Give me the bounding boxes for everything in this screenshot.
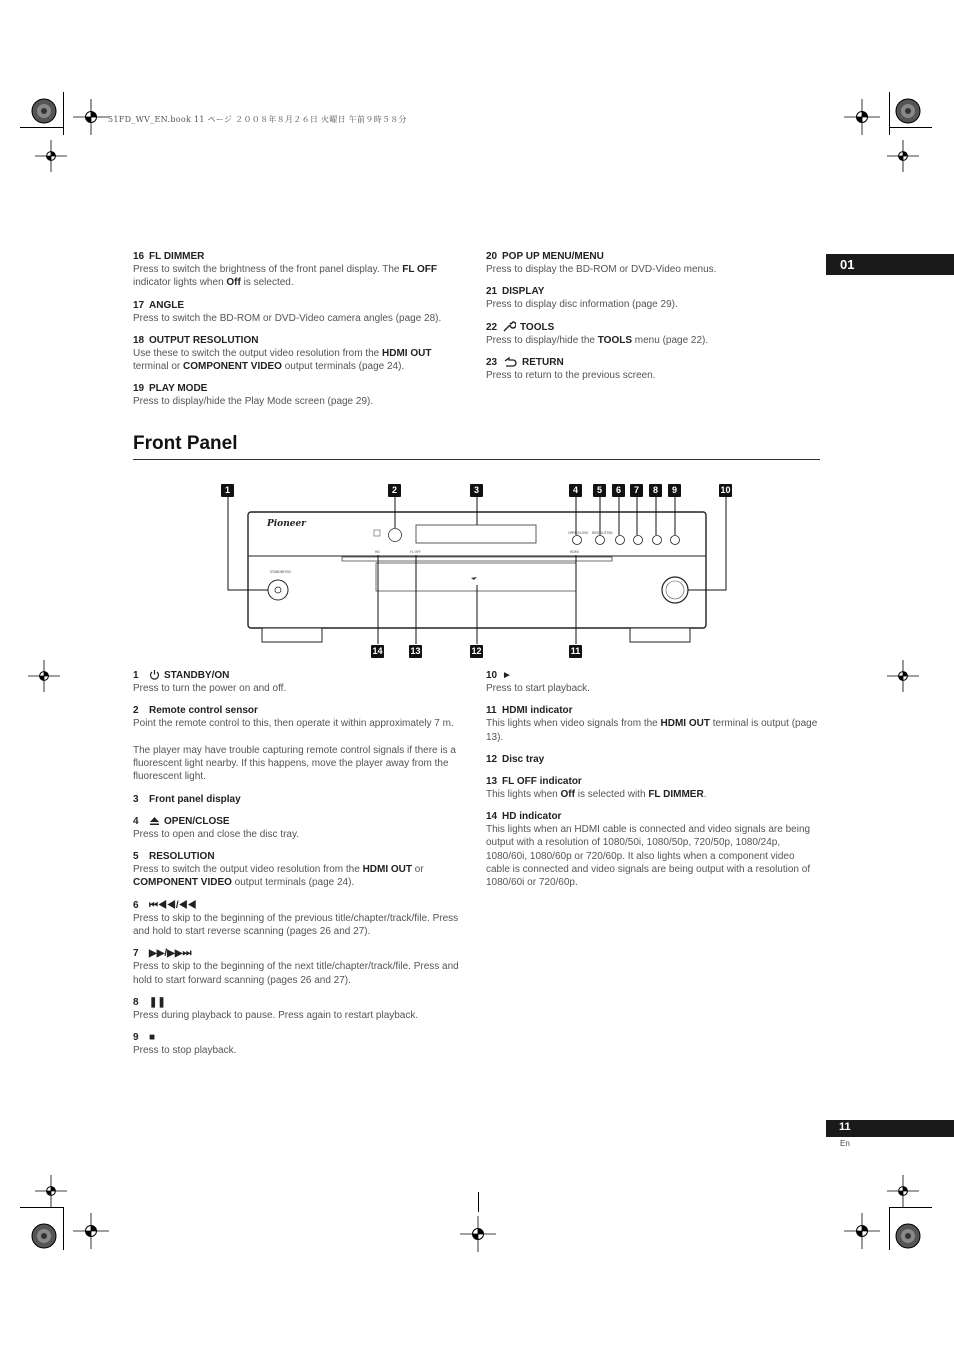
list-item	[486, 775, 821, 801]
item-description: Press to display the BD-ROM or DVD-Video menus.	[486, 264, 717, 275]
running-header: 51FD_WV_EN.book 11 ページ ２００８年８月２６日 火曜日 午前９時５８分	[108, 115, 407, 124]
callout-4: 4	[569, 484, 582, 497]
crop-mark	[63, 1207, 64, 1250]
registration-target-icon	[33, 1173, 69, 1209]
svg-text:STANDBY/ON: STANDBY/ON	[270, 570, 291, 574]
item-title: RESOLUTION	[149, 851, 215, 863]
item-title: PLAY MODE	[149, 383, 208, 395]
list-item	[133, 815, 468, 841]
item-heading	[133, 250, 468, 263]
item-heading	[486, 321, 821, 334]
registration-target-icon	[842, 97, 882, 137]
item-heading	[133, 669, 468, 682]
chapter-number: 01	[840, 257, 855, 272]
item-description: Use these to switch the output video resolution from the HDMI OUT terminal or COMPONENT VIDEO output terminals (page 24).	[133, 347, 432, 373]
item-description: Press during playback to pause. Press again to restart playback.	[133, 1009, 419, 1021]
registration-target-icon	[33, 138, 69, 174]
item-title: FL OFF indicator	[502, 775, 582, 787]
registration-target-icon	[26, 658, 62, 694]
brand-logo	[266, 519, 307, 529]
list-item	[133, 334, 468, 374]
item-title: FL DIMMER	[149, 251, 205, 262]
page-language: En	[840, 1139, 850, 1148]
color-disc-mark-icon	[895, 98, 921, 124]
item-heading	[133, 815, 468, 828]
list-item	[133, 850, 468, 890]
item-number: 20	[486, 251, 498, 262]
list-item	[133, 1031, 468, 1057]
item-heading	[486, 704, 821, 717]
item-description: This lights when Off is selected with FL DIMMER.	[486, 788, 707, 800]
item-heading	[133, 793, 468, 806]
power-icon	[149, 670, 160, 681]
item-number: 6	[133, 899, 139, 911]
list-item	[133, 669, 468, 695]
registration-target-icon	[71, 1211, 111, 1251]
page-number: 11	[839, 1121, 851, 1133]
item-description: Press to display/hide the TOOLS menu (page 22).	[486, 334, 709, 346]
crop-mark	[889, 1207, 890, 1250]
item-title: Remote control sensor	[149, 705, 258, 717]
item-title: ⏮◀◀/◀◀	[149, 899, 197, 911]
item-heading	[486, 810, 821, 823]
callout-5: 5	[593, 484, 606, 497]
list-item	[133, 382, 468, 408]
item-number: 4	[133, 815, 139, 827]
callout-1: 1	[221, 484, 234, 497]
item-heading	[133, 382, 468, 395]
item-number: 13	[486, 775, 498, 787]
eject-icon	[149, 816, 160, 827]
list-item	[486, 704, 821, 744]
crop-mark	[889, 127, 932, 128]
list-item	[133, 996, 468, 1022]
svg-text:OPEN/CLOSE: OPEN/CLOSE	[568, 531, 589, 535]
list-item	[486, 285, 821, 311]
remote-items-right	[486, 250, 821, 391]
item-number: 23	[486, 356, 498, 368]
item-description: Press to display/hide the Play Mode screen (page 29).	[133, 396, 374, 408]
crop-mark	[478, 1192, 479, 1212]
item-number: 16	[133, 251, 145, 262]
item-number: 10	[486, 670, 498, 681]
item-description: Press to return to the previous screen.	[486, 369, 656, 381]
callout-7: 7	[630, 484, 643, 497]
callout-13: 13	[410, 646, 421, 656]
item-description: This lights when video signals from the HDMI OUT terminal is output (page 13).	[486, 718, 818, 743]
item-title: OUTPUT RESOLUTION	[149, 334, 259, 346]
registration-target-icon	[458, 1214, 498, 1254]
registration-target-icon	[842, 1211, 882, 1251]
item-heading	[486, 250, 821, 263]
list-item	[133, 250, 468, 290]
item-number: 19	[133, 383, 145, 395]
section-rule	[133, 459, 820, 460]
list-item	[486, 356, 821, 382]
callout-9: 9	[668, 484, 681, 497]
item-title: RETURN	[522, 356, 564, 368]
list-item	[133, 947, 468, 987]
callout-11: 11	[570, 646, 581, 656]
callout-10: 10	[720, 485, 731, 495]
item-description: Press to switch the output video resolution from the HDMI OUT or COMPONENT VIDEO output terminals (page 24).	[133, 864, 424, 889]
item-description: Press to turn the power on and off.	[133, 683, 287, 694]
item-description: Press to skip to the beginning of the next title/chapter/track/file. Press and hold to start forward scanning (pages 26 and 27).	[133, 961, 459, 986]
item-number: 22	[486, 321, 498, 333]
item-heading	[133, 996, 468, 1009]
item-title: POP UP MENU/MENU	[502, 251, 604, 262]
item-title: TOOLS	[520, 321, 555, 333]
crop-mark	[20, 1207, 63, 1208]
item-description: Point the remote control to this, then operate it within approximately 7 m. The player may have trouble capturing remote control signals if there is a fluorescent light nearby. If this happens, move the player away from the fluorescent light.	[133, 718, 456, 783]
registration-target-icon	[71, 97, 111, 137]
item-description: Press to skip to the beginning of the previous title/chapter/track/file. Press and hold to start reverse scanning (pages 26 and 27).	[133, 912, 459, 937]
item-title: ▶▶/▶▶⏭	[149, 948, 192, 960]
callout-6: 6	[612, 484, 625, 497]
crop-mark	[63, 92, 64, 135]
crop-mark	[889, 1207, 932, 1208]
item-heading	[133, 947, 468, 960]
page-tab	[826, 1120, 954, 1137]
item-heading	[133, 299, 468, 312]
item-heading	[133, 704, 468, 717]
item-number: 14	[486, 811, 498, 823]
callout-2: 2	[388, 484, 401, 497]
item-heading	[133, 334, 468, 347]
panel-items-left	[133, 669, 468, 1066]
list-item	[133, 704, 468, 783]
item-description: Press to stop playback.	[133, 1045, 237, 1057]
item-number: 1	[133, 670, 139, 681]
callout-12: 12	[471, 646, 482, 656]
front-panel-diagram	[220, 480, 740, 660]
crop-mark	[889, 92, 890, 135]
svg-text:HDMI: HDMI	[570, 550, 579, 554]
item-heading	[133, 1031, 468, 1044]
item-number: 5	[133, 851, 139, 863]
list-item	[486, 753, 821, 766]
item-title: Disc tray	[502, 753, 545, 765]
remote-items-left	[133, 250, 468, 418]
list-item	[133, 899, 468, 939]
item-number: 18	[133, 334, 145, 346]
item-title: HDMI indicator	[502, 705, 573, 717]
item-number: 3	[133, 793, 139, 805]
item-heading	[133, 850, 468, 863]
front-panel-illustration	[220, 480, 740, 660]
item-heading	[486, 356, 821, 369]
item-title: ❚❚	[149, 996, 166, 1008]
item-description: Press to start playback.	[486, 683, 590, 694]
panel-items-right	[486, 669, 821, 899]
list-item	[486, 669, 821, 695]
list-item	[486, 321, 821, 347]
item-number: 2	[133, 705, 139, 717]
item-heading	[486, 669, 821, 682]
registration-target-icon	[885, 1173, 921, 1209]
callout-8: 8	[649, 484, 662, 497]
svg-text:Pioneer: Pioneer	[267, 519, 306, 529]
tools-icon	[502, 322, 516, 333]
section-title: Front Panel	[133, 433, 238, 454]
item-number: 17	[133, 299, 145, 311]
item-number: 9	[133, 1032, 139, 1044]
item-title: HD indicator	[502, 811, 562, 823]
chapter-tab	[826, 254, 954, 275]
item-title: DISPLAY	[502, 286, 545, 298]
color-disc-mark-icon	[31, 98, 57, 124]
item-description: Press to open and close the disc tray.	[133, 828, 300, 840]
color-disc-mark-icon	[895, 1223, 921, 1249]
item-description: Press to display disc information (page 29).	[486, 299, 678, 311]
color-disc-mark-icon	[31, 1223, 57, 1249]
item-heading	[486, 775, 821, 788]
item-heading	[133, 899, 468, 912]
return-icon	[502, 357, 518, 368]
list-item	[486, 810, 821, 889]
item-number: 7	[133, 948, 139, 960]
item-title: ►	[502, 670, 512, 681]
item-heading	[486, 753, 821, 766]
item-title: Front panel display	[149, 793, 241, 805]
registration-target-icon	[885, 138, 921, 174]
item-description: This lights when an HDMI cable is connected and video signals are being output with a resolution of 1080/50i, 1080/50p, 720/50p, 1080/24p, 1080/60i, 1080/60p or 720/60p. It also lights when a component video cable is connected and video signals are being output with a resolution of 1080/60i or 720/60p.	[486, 824, 811, 889]
item-description: Press to switch the brightness of the front panel display. The FL OFF indicator lights when Off is selected.	[133, 264, 438, 289]
svg-text:HD: HD	[375, 550, 380, 554]
item-number: 21	[486, 286, 498, 298]
list-item	[133, 793, 468, 806]
callout-14: 14	[372, 646, 383, 656]
svg-text:FL OFF: FL OFF	[410, 550, 421, 554]
list-item	[133, 299, 468, 325]
item-title: ANGLE	[149, 299, 184, 311]
item-title: OPEN/CLOSE	[164, 815, 230, 827]
item-title: ■	[149, 1032, 156, 1044]
item-number: 11	[486, 705, 497, 717]
item-number: 12	[486, 753, 498, 765]
callout-3: 3	[470, 484, 483, 497]
svg-text:RESOLUTION: RESOLUTION	[592, 531, 613, 535]
item-description: Press to switch the BD-ROM or DVD-Video camera angles (page 28).	[133, 312, 442, 324]
item-number: 8	[133, 996, 139, 1008]
item-heading	[486, 285, 821, 298]
crop-mark	[20, 127, 63, 128]
item-title: STANDBY/ON	[164, 670, 230, 681]
registration-target-icon	[885, 658, 921, 694]
list-item	[486, 250, 821, 276]
